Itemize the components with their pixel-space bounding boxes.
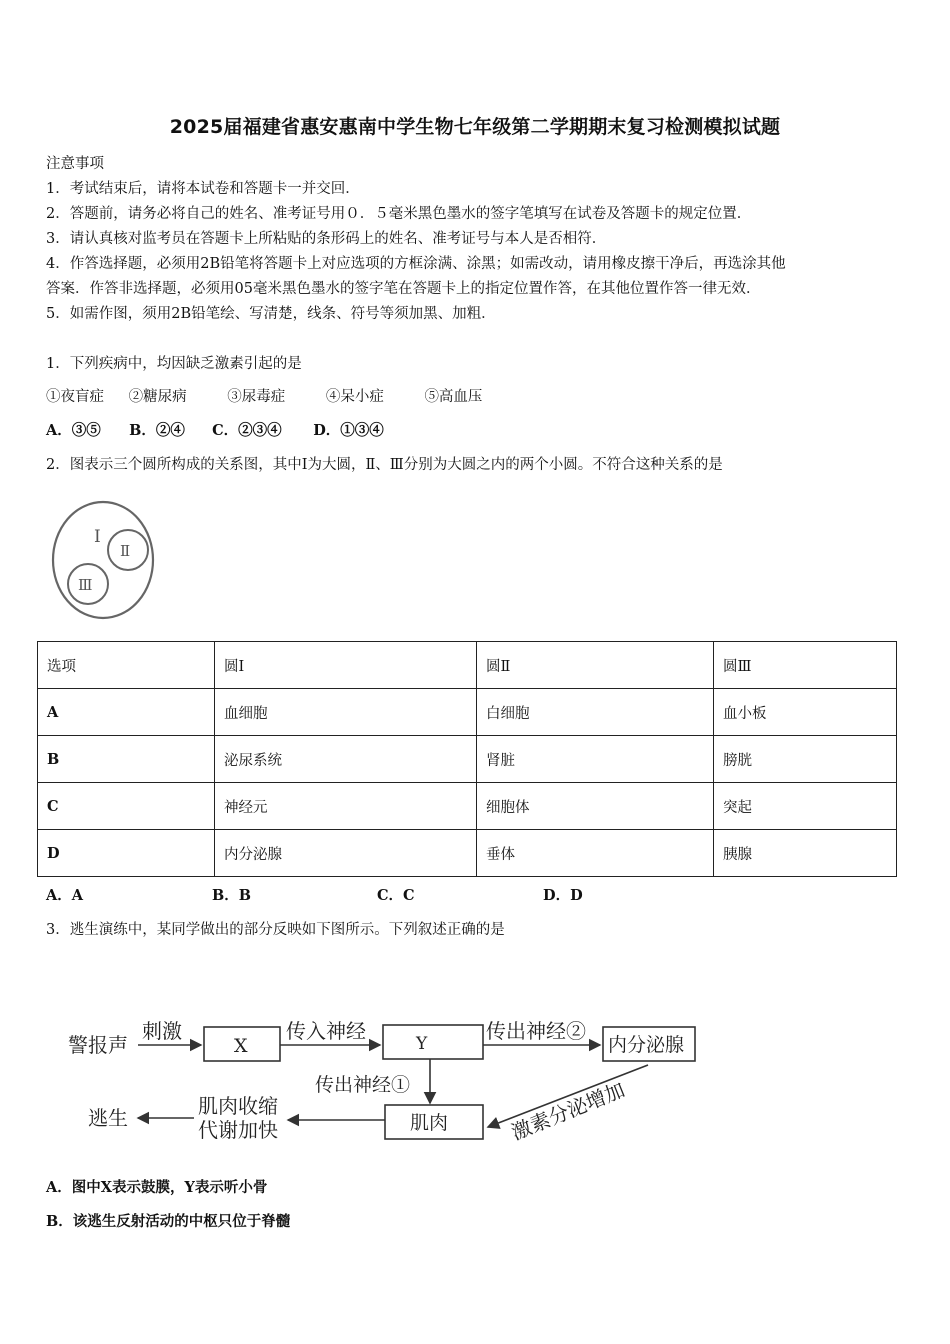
table-cell: D [38,830,215,877]
table-header-row [38,642,897,689]
q3-option-a: A．图中X表示鼓膜，Y表示听小骨 [46,1179,268,1196]
q2-options [46,884,646,904]
table-cell: C [38,783,215,830]
q1-option-c: C．②③④ [212,422,282,439]
notice-item-4: 4．作答选择题，必须用2B铅笔将答题卡上对应选项的方框涂满、涂黑；如需改动，请用橡皮擦干净后，再选涂其他 [46,256,786,272]
notice-item-2: 2．答题前，请务必将自己的姓名、准考证号用０．５毫米黑色墨水的签字笔填写在试卷及答题卡的规定位置． [46,206,752,222]
q1-option-b: B．②④ [129,422,185,439]
table-cell: 泌尿系统 [215,736,477,783]
escape-label: 逃生 [88,1106,128,1130]
table-cell: 血小板 [714,689,897,736]
hormone-label: 激素分泌增加 [507,1077,629,1145]
notice-item-4-cont: 答案．作答非选择题，必须用05毫米黑色墨水的签字笔在答题卡上的指定位置作答，在其他位置作答一律无效． [46,281,761,297]
q2-option-a: A．A [46,887,84,904]
q3-stem: 3．逃生演练中，某同学做出的部分反映如下图所示。下列叙述正确的是 [46,922,505,938]
q2-option-d: D．D [543,887,583,904]
q1-stem: 1．下列疾病中，均因缺乏激素引起的是 [46,356,302,372]
q2-stem: 2．图表示三个圆所构成的关系图，其中Ⅰ为大圆，Ⅱ、Ⅲ分别为大圆之内的两个小圆。不符合这种关系的是 [46,457,723,473]
venn-diagram [50,498,160,622]
table-cell: 肾脏 [477,736,714,783]
table-cell: 白细胞 [477,689,714,736]
venn-label-1: Ⅰ [94,527,101,547]
muscle-label: 肌肉 [410,1112,449,1134]
stimulus-label: 刺激 [142,1019,182,1043]
q1-option-a: A．③⑤ [46,422,101,439]
table-row [38,830,897,877]
contract-label-1: 肌肉收缩 [198,1094,278,1118]
table-row [38,783,897,830]
y-label: Y [416,1034,428,1054]
q1-item: ⑤高血压 [424,389,483,405]
q3-option-b: B．该逃生反射活动的中枢只位于脊髓 [46,1213,291,1230]
table-cell: 垂体 [477,830,714,877]
notice-heading: 注意事项 [46,156,104,172]
table-cell: 膀胱 [714,736,897,783]
table-cell: 内分泌腺 [215,830,477,877]
q1-options [46,419,384,440]
reflex-flow-diagram [60,1005,720,1155]
table-header-cell: 圆Ⅱ [477,642,714,689]
table-row [38,689,897,736]
contract-label-2: 代谢加快 [198,1118,278,1142]
page-title: 2025届福建省惠安惠南中学生物七年级第二学期期末复习检测模拟试题 [169,116,781,138]
table-cell: 神经元 [215,783,477,830]
q1-item: ①夜盲症 [46,389,104,405]
table-row [38,736,897,783]
table-header-cell: 圆Ⅰ [215,642,477,689]
venn-label-3: Ⅲ [78,576,93,594]
table-cell: 胰腺 [714,830,897,877]
x-label: X [234,1035,248,1057]
table-cell: A [38,689,215,736]
alarm-label: 警报声 [68,1033,128,1057]
q1-items [46,385,482,406]
efferent1-label: 传出神经① [315,1074,411,1096]
table-cell: B [38,736,215,783]
q1-option-d: D．①③④ [313,422,384,439]
endocrine-label: 内分泌腺 [608,1034,685,1056]
venn-circle-1 [53,502,153,618]
y-box [383,1025,483,1059]
notice-item-5: 5．如需作图，须用2B铅笔绘、写清楚，线条、符号等须加黑、加粗． [46,306,496,322]
notice-item-3: 3．请认真核对监考员在答题卡上所粘贴的条形码上的姓名、准考证号与本人是否相符． [46,231,607,247]
q2-option-b: B．B [212,887,252,904]
table-header-cell: 圆Ⅲ [714,642,897,689]
venn-label-2: Ⅱ [120,542,131,560]
table-cell: 细胞体 [477,783,714,830]
notice-item-1: 1．考试结束后，请将本试卷和答题卡一并交回． [46,181,360,197]
table-header-cell: 选项 [38,642,215,689]
q2-table [37,641,897,877]
q2-option-c: C．C [377,887,415,904]
table-cell: 血细胞 [215,689,477,736]
afferent-label: 传入神经 [286,1019,366,1043]
q1-item: ④呆小症 [325,389,384,405]
efferent2-label: 传出神经② [486,1019,586,1043]
table-cell: 突起 [714,783,897,830]
q1-item: ③尿毒症 [227,389,286,405]
q1-item: ②糖尿病 [128,389,187,405]
